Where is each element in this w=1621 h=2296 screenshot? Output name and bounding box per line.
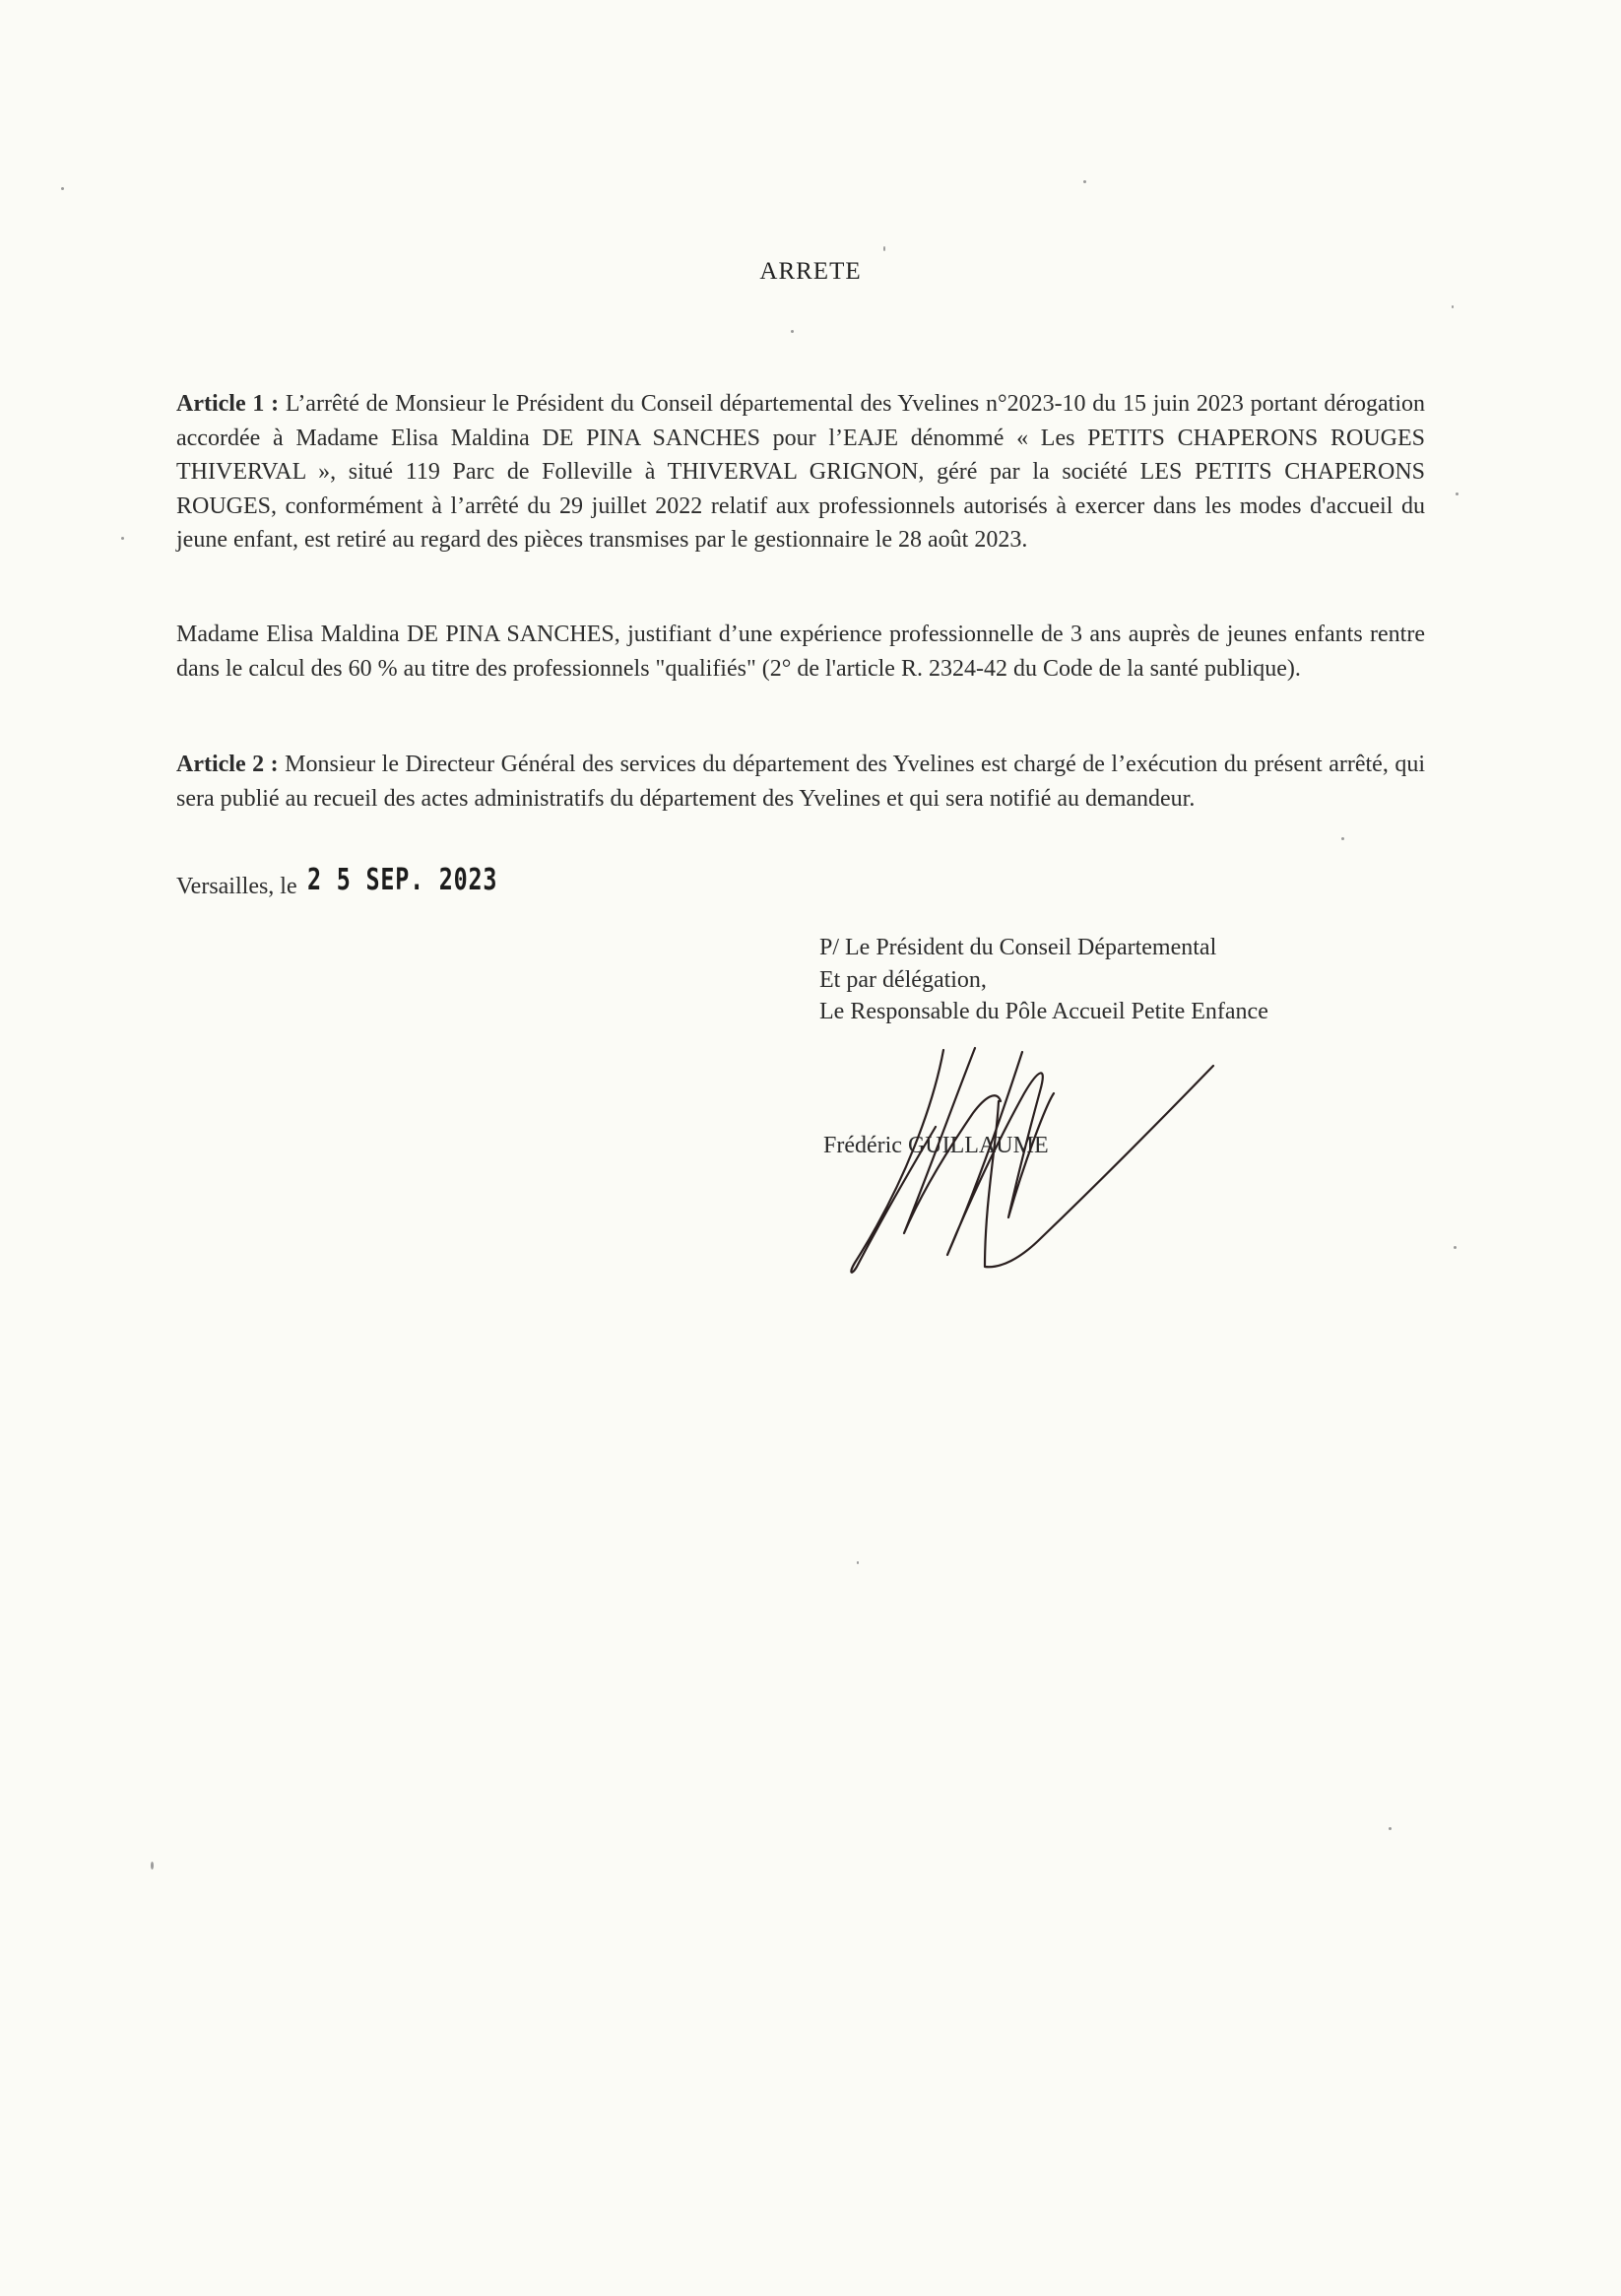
paper-speck xyxy=(121,537,124,540)
paper-speck xyxy=(1389,1827,1392,1830)
paper-speck xyxy=(857,1561,859,1564)
article-1-label: Article 1 : xyxy=(176,391,280,417)
document-title: ARRETE xyxy=(759,258,862,285)
article-2-label: Article 2 : xyxy=(176,752,279,777)
paper-speck xyxy=(61,187,64,190)
signature-line-1: P/ Le Président du Conseil Départemental xyxy=(819,935,1217,960)
article-2-paragraph xyxy=(176,748,1425,816)
paper-speck xyxy=(1456,492,1459,495)
paper-speck xyxy=(1083,180,1086,183)
paper-speck xyxy=(883,246,885,251)
signature-line-3: Le Responsable du Pôle Accueil Petite Enfance xyxy=(819,999,1268,1024)
place-label: Versailles, le xyxy=(176,874,297,899)
article-1-text: L’arrêté de Monsieur le Président du Conseil départemental des Yvelines n°2023-10 du 15 juin 2023 portant dérogation accordée à Madame Elisa Maldina DE PINA SANCHES pour l’EAJE dénommé « Les PETITS CHAPERONS ROUGES THIVERVAL », situé 119 Parc de Folleville à THIVERVAL GRIGNON, géré par la société LES PETITS CHAPERONS ROUGES, conformément à l’arrêté du 29 juillet 2022 relatif aux professionnels autorisés à exercer dans les modes d'accueil du jeune enfant, est retiré au regard des pièces transmises par le gestionnaire le 28 août 2023. xyxy=(176,391,1426,553)
paper-speck xyxy=(1454,1246,1457,1249)
article-2-text: Monsieur le Directeur Général des services du département des Yvelines est chargé de l’exécution du présent arrêté, qui sera publié au recueil des actes administratifs du département des Yvelines et qui sera notifié au demandeur. xyxy=(176,752,1426,812)
place-and-date xyxy=(176,863,551,901)
article-1-paragraph xyxy=(176,387,1425,558)
paper-speck xyxy=(791,330,794,333)
signature-block xyxy=(819,932,1268,1028)
qualification-paragraph: Madame Elisa Maldina DE PINA SANCHES, justifiant d’une expérience professionnelle de 3 ans auprès de jeunes enfants rentre dans le calcul des 60 % au titre des professionnels "qualifiés" (2° de l'article R. 2324-42 du Code de la santé publique). xyxy=(176,622,1425,682)
signer-name: Frédéric GUILLAUME xyxy=(823,1133,1049,1158)
handwritten-signature xyxy=(827,1044,1320,1290)
date-stamp: 2 5 SEP. 2023 xyxy=(306,863,497,897)
signature-line-2: Et par délégation, xyxy=(819,966,987,993)
paper-speck xyxy=(1452,305,1454,308)
paper-speck xyxy=(151,1862,154,1870)
paper-speck xyxy=(1341,837,1344,840)
